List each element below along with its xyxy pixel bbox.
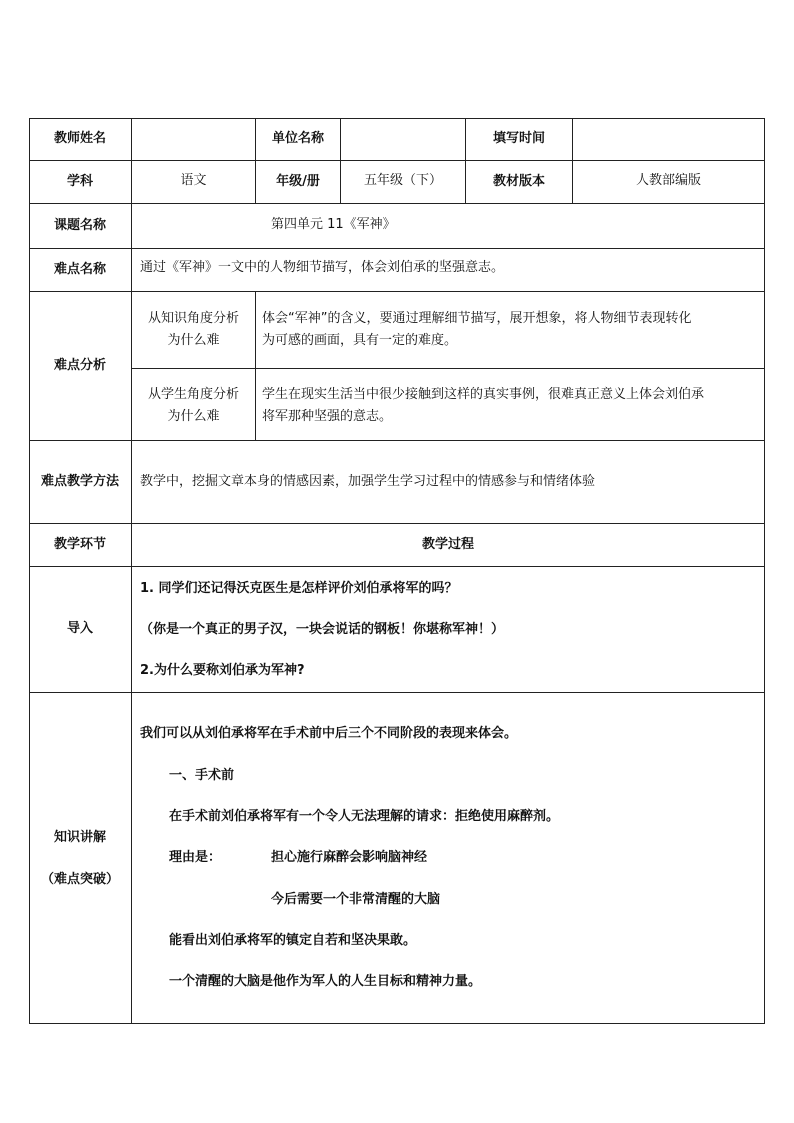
method-value: 教学中，挖掘文章本身的情感因素，加强学生学习过程中的情感参与和情绪体验 [140,474,596,489]
row-divider [29,160,765,161]
unit-name-label: 单位名称 [271,131,324,146]
textbook-value: 人教部编版 [635,173,701,188]
grade-label: 年级/册 [276,174,320,189]
knowledge-label: 知识讲解 [53,830,106,845]
method-label: 难点教学方法 [40,474,119,489]
column-divider [255,291,256,440]
grade-value: 五年级（下） [363,173,442,188]
knowledge-section-title: 一、手术前 [169,768,235,783]
topic-value: 第四单元 11《军神》 [271,217,396,232]
subject-value: 语文 [180,173,207,188]
row-divider [29,203,765,204]
knowledge-line: 能看出刘伯承将军的镇定自若和坚决果敢。 [169,933,417,948]
reason-item: 担心施行麻醉会影响脑神经 [271,850,428,865]
row-divider [29,692,765,693]
difficulty-label: 难点名称 [53,262,106,277]
table-border-right [764,118,765,1024]
table-border-bottom [29,1023,765,1024]
textbook-label: 教材版本 [492,174,545,189]
process-header: 教学过程 [421,537,474,552]
intro-line: 1. 同学们还记得沃克医生是怎样评价刘伯承将军的吗？ [140,581,458,596]
row-divider [29,248,765,249]
reason-label: 理由是： [169,850,222,865]
stage-header: 教学环节 [53,537,106,552]
difficulty-value: 通过《军神》一文中的人物细节描写，体会刘伯承的坚强意志。 [140,260,505,275]
student-angle-label: 为什么难 [167,409,220,424]
student-angle-text: 将军那种坚强的意志。 [262,409,393,424]
row-divider [29,291,765,292]
knowledge-angle-text: 体会“军神”的含义，要通过理解细节描写，展开想象，将人物细节表现转化 [262,311,692,326]
student-angle-label: 从学生角度分析 [147,387,239,402]
row-divider [29,523,765,524]
analysis-label: 难点分析 [53,358,106,373]
subject-label: 学科 [66,174,93,189]
topic-label: 课题名称 [53,218,106,233]
intro-line: （你是一个真正的男子汉，一块会说话的钢板！你堪称军神！） [140,622,505,637]
table-border-top [29,118,765,119]
knowledge-line: 在手术前刘伯承将军有一个令人无法理解的请求：拒绝使用麻醉剂。 [169,809,560,824]
teacher-name-label: 教师姓名 [53,131,106,146]
knowledge-line: 一个清醒的大脑是他作为军人的人生目标和精神力量。 [169,974,482,989]
row-divider [29,566,765,567]
column-divider [131,118,132,1024]
lesson-plan-table [29,118,765,1024]
student-angle-text: 学生在现实生活当中很少接触到这样的真实事例，很难真正意义上体会刘伯承 [262,387,705,402]
knowledge-sublabel: （难点突破） [40,872,119,887]
row-divider [131,368,765,369]
reason-item: 今后需要一个非常清醒的大脑 [271,892,441,907]
intro-line: 2.为什么要称刘伯承为军神? [140,663,305,678]
knowledge-angle-label: 从知识角度分析 [147,311,239,326]
knowledge-angle-label: 为什么难 [167,333,220,348]
knowledge-line: 我们可以从刘伯承将军在手术前中后三个不同阶段的表现来体会。 [140,726,518,741]
intro-label: 导入 [66,621,93,636]
fill-time-label: 填写时间 [492,131,545,146]
knowledge-angle-text: 为可感的画面，具有一定的难度。 [262,333,458,348]
row-divider [29,440,765,441]
